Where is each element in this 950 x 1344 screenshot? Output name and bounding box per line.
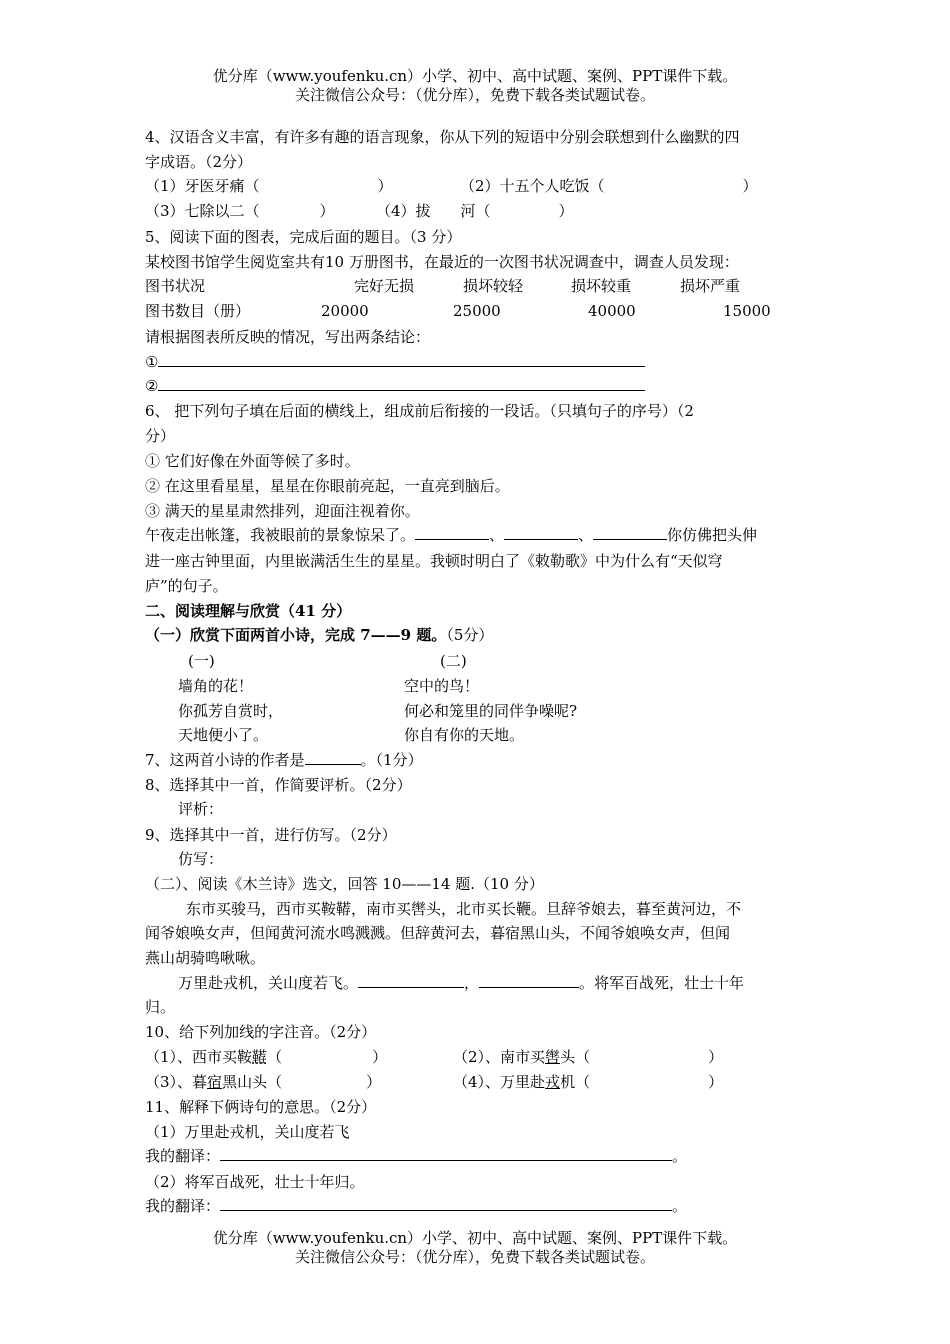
q4-item2-end: ） bbox=[742, 177, 758, 195]
q6-line1: 6、 把下列句子填在后面的横线上，组成前后衔接的一段话。（只填句子的序号）（2 bbox=[145, 402, 694, 420]
poem2-line1: 空中的鸟！ bbox=[404, 677, 480, 695]
q11-item1-translation bbox=[145, 1145, 687, 1167]
poem2-line3: 你自有你的天地。 bbox=[404, 726, 525, 744]
q6-paragraph-line2: 进一座古钟里面，内里嵌满活生生的星星。我顿时明白了《敕勒歌》中为什么有“天似穹 bbox=[145, 552, 723, 570]
q5-table-cell: 图书状况 bbox=[145, 277, 206, 295]
q9-label: 仿写： bbox=[178, 850, 224, 868]
q4-item4-end: ） bbox=[558, 202, 574, 220]
q4-line2: 字成语。（2分） bbox=[145, 153, 253, 171]
q5-table-cell: 20000 bbox=[321, 302, 369, 320]
para4b: 。将军百战死，壮士十年 bbox=[579, 974, 745, 992]
q8: 8、选择其中一首，作简要评析。（2分） bbox=[145, 776, 412, 794]
q11-1t: 我的翻译： bbox=[145, 1147, 221, 1165]
q6-sep2: 、 bbox=[578, 526, 594, 544]
q5-table-cell: 40000 bbox=[588, 302, 636, 320]
q4-item4-text: （4）拔 河（ bbox=[376, 202, 491, 220]
q6-sentence3: ③ 满天的星星肃然排列，迎面注视着你。 bbox=[145, 502, 420, 520]
q7 bbox=[145, 749, 423, 771]
poem-para-line1: 东市买骏马，西市买鞍鞯，南市买辔头，北市买长鞭。旦辞爷娘去，暮至黄河边，不 bbox=[186, 900, 742, 918]
page-footer-line1: 优分库（www.youfenku.cn）小学、初中、高中试题、案例、PPT课件下载。 bbox=[212, 1229, 738, 1247]
page-header-line2: 关注微信公众号：（优分库），免费下载各类试题试卷。 bbox=[294, 86, 655, 104]
q7-blank[interactable] bbox=[305, 750, 361, 765]
q6-blank3[interactable] bbox=[593, 525, 667, 540]
q10-3b: 黑山头（ bbox=[222, 1073, 283, 1091]
poem1-line3: 天地便小了。 bbox=[178, 726, 269, 744]
q10-4b: 机（ bbox=[560, 1073, 591, 1091]
q10-3a: （3）、暮 bbox=[145, 1073, 208, 1091]
q10-2char: 辔 bbox=[545, 1048, 561, 1066]
poem1-line2: 你孤芳自赏时， bbox=[178, 702, 284, 720]
poem2-label: (二) bbox=[440, 652, 467, 670]
q11-item1: （1）万里赴戎机，关山度若飞 bbox=[145, 1123, 350, 1141]
q10: 10、给下列加线的字注音。（2分） bbox=[145, 1023, 377, 1041]
q5-answer2-blank[interactable] bbox=[158, 376, 645, 391]
q10-item1 bbox=[145, 1046, 387, 1068]
q10-1b: （ bbox=[267, 1048, 283, 1066]
q10-1end: ） bbox=[372, 1048, 388, 1066]
q11-2end: 。 bbox=[672, 1197, 688, 1215]
q4-item3-end: ） bbox=[319, 202, 335, 220]
section2-sub1-bold: （一）欣赏下面两首小诗，完成 7——9 题。 bbox=[145, 626, 447, 644]
q10-3end: ） bbox=[366, 1073, 382, 1091]
q5-mark2: ② bbox=[145, 377, 159, 395]
q6-p1b: 你仿佛把头伸 bbox=[667, 526, 758, 544]
q9: 9、选择其中一首，进行仿写。（2分） bbox=[145, 826, 397, 844]
poem2-line2: 何必和笼里的同伴争噪呢? bbox=[404, 702, 578, 720]
q4-item1 bbox=[145, 175, 393, 197]
q6-p1a: 午夜走出帐篷，我被眼前的景象惊呆了。 bbox=[145, 526, 416, 544]
q4-item2-text: （2）十五个人吃饭（ bbox=[460, 177, 605, 195]
q11-item2: （2）将军百战死，壮士十年归。 bbox=[145, 1173, 365, 1191]
q5-table-cell: 损坏较重 bbox=[571, 277, 632, 295]
q5-table-cell: 25000 bbox=[453, 302, 501, 320]
q4-item3-text: （3）七除以二（ bbox=[145, 202, 260, 220]
q10-2b: 头（ bbox=[560, 1048, 591, 1066]
q10-1a: （1）、西市买鞍 bbox=[145, 1048, 253, 1066]
q10-2a: （2）、南市买 bbox=[453, 1048, 546, 1066]
q5-answer2 bbox=[145, 375, 645, 397]
poem1-line1: 墙角的花！ bbox=[178, 677, 254, 695]
q10-2end: ） bbox=[708, 1048, 724, 1066]
q11-item2-translation bbox=[145, 1195, 687, 1217]
q6-blank2[interactable] bbox=[504, 525, 578, 540]
q5-table-row1 bbox=[145, 275, 825, 297]
poem-para-line5: 归。 bbox=[145, 998, 176, 1016]
section2-sub1-score: （5分） bbox=[446, 626, 494, 644]
poem1-label: (一) bbox=[188, 652, 215, 670]
q6-sentence1: ① 它们好像在外面等候了多时。 bbox=[145, 452, 360, 470]
q5-mark1: ① bbox=[145, 353, 159, 371]
q4-item1-end: ） bbox=[377, 177, 393, 195]
section2-sub2: （二）、阅读《木兰诗》选文，回答 10——14 题.（10 分） bbox=[145, 875, 544, 893]
q6-sep1: 、 bbox=[489, 526, 505, 544]
q6-paragraph-line3: 庐”的句子。 bbox=[145, 577, 228, 595]
q5-title: 5、阅读下面的图表，完成后面的题目。（3 分） bbox=[145, 228, 462, 246]
q7-text: 7、这两首小诗的作者是 bbox=[145, 751, 305, 769]
q6-blank1[interactable] bbox=[415, 525, 489, 540]
q11-1end: 。 bbox=[672, 1147, 688, 1165]
poem-para-line2: 闻爷娘唤女声，但闻黄河流水鸣溅溅。但辞黄河去，暮宿黑山头，不闻爷娘唤女声，但闻 bbox=[145, 924, 731, 942]
poem-para-line3: 燕山胡骑鸣啾啾。 bbox=[145, 949, 266, 967]
q11-1-blank[interactable] bbox=[220, 1146, 672, 1161]
page-header-line1: 优分库（www.youfenku.cn）小学、初中、高中试题、案例、PPT课件下载。 bbox=[212, 67, 738, 85]
q10-4end: ） bbox=[708, 1073, 724, 1091]
q5-table-row2 bbox=[145, 300, 825, 322]
q5-table-cell: 图书数目（册） bbox=[145, 302, 251, 320]
q5-table-cell: 损坏较轻 bbox=[463, 277, 524, 295]
q6-sentence2: ② 在这里看星星，星星在你眼前亮起，一直亮到脑后。 bbox=[145, 477, 510, 495]
para4-sep: ， bbox=[464, 974, 480, 992]
q11: 11、解释下俩诗句的意思。（2分） bbox=[145, 1098, 377, 1116]
section2-sub1 bbox=[145, 624, 493, 646]
para4a: 万里赴戎机，关山度若飞。 bbox=[178, 974, 359, 992]
q7-score: 。（1分） bbox=[360, 751, 423, 769]
q10-item2 bbox=[453, 1046, 723, 1068]
q4-item1-text: （1）牙医牙痛（ bbox=[145, 177, 260, 195]
q10-1char: 鞯 bbox=[252, 1048, 268, 1066]
para4-blank2[interactable] bbox=[479, 973, 579, 988]
q5-table-cell: 完好无损 bbox=[354, 277, 415, 295]
q4-item2 bbox=[460, 175, 758, 197]
q10-item4 bbox=[453, 1071, 723, 1093]
q11-2-blank[interactable] bbox=[220, 1196, 672, 1211]
q10-4a: （4）、万里赴 bbox=[453, 1073, 546, 1091]
q5-answer1 bbox=[145, 351, 645, 373]
q5-prompt: 请根据图表所反映的情况，写出两条结论： bbox=[145, 328, 431, 346]
q5-answer1-blank[interactable] bbox=[158, 352, 645, 367]
q10-item3 bbox=[145, 1071, 381, 1093]
q4-line1: 4、汉语含义丰富，有许多有趣的语言现象，你从下列的短语中分别会联想到什么幽默的四 bbox=[145, 128, 740, 146]
q6-paragraph-line1 bbox=[145, 524, 757, 546]
para4-blank1[interactable] bbox=[358, 973, 464, 988]
q10-3char: 宿 bbox=[207, 1073, 223, 1091]
q8-label: 评析： bbox=[178, 800, 224, 818]
q5-table-cell: 15000 bbox=[723, 302, 771, 320]
q5-table-cell: 损坏严重 bbox=[680, 277, 741, 295]
q5-intro: 某校图书馆学生阅览室共有10 万册图书，在最近的一次图书状况调查中，调查人员发现： bbox=[145, 253, 739, 271]
q10-4char: 戎 bbox=[545, 1073, 561, 1091]
q11-2t: 我的翻译： bbox=[145, 1197, 221, 1215]
q4-item4 bbox=[376, 200, 574, 222]
q6-line2: 分） bbox=[145, 427, 176, 445]
poem-para-line4 bbox=[178, 972, 744, 994]
q4-item3 bbox=[145, 200, 335, 222]
section2-title: 二、阅读理解与欣赏（41 分） bbox=[145, 602, 352, 620]
page-footer-line2: 关注微信公众号：（优分库），免费下载各类试题试卷。 bbox=[294, 1248, 655, 1266]
